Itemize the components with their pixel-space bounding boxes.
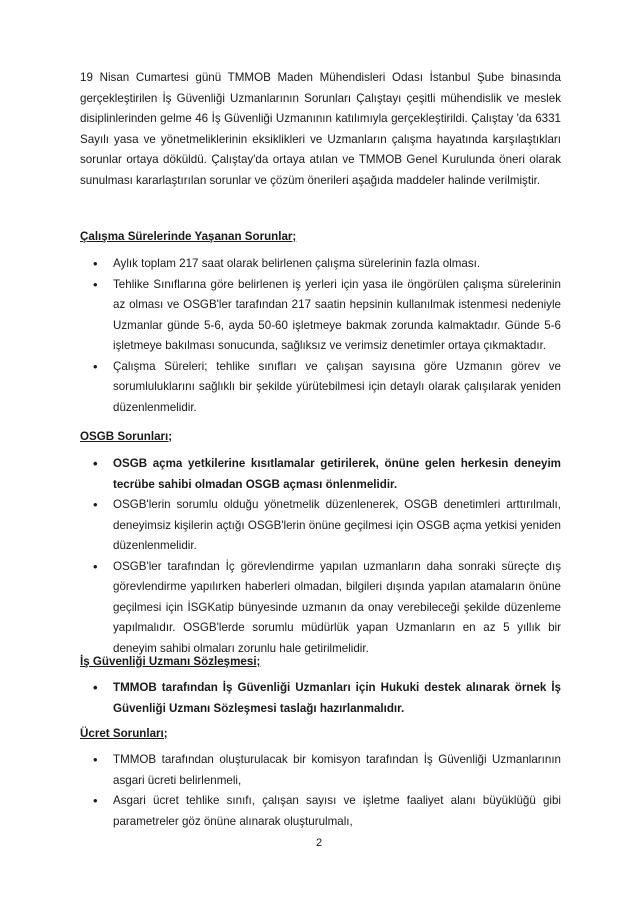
list-item: • OSGB'ler tarafından İç görevlendirme yapılan uzmanların daha sonraki süreçte dış görevlendirme yapılırken haberleri olmadan, bilgileri dışında yapılan atamaların önüne geçilmesi için İSGKatip bünyesinde uzmanın da onay verebileceği şekilde düzenleme yapılmalıdır. OSGB'lerde sorumlu müdürlük yapan Uzmanların en az 5 yıllık bir deneyim sahibi olmaları zorunlu hale getirilmelidir.	[80, 557, 561, 660]
list-calisma-sureleri	[80, 254, 561, 418]
list-osgb	[80, 454, 561, 659]
list-item: • Asgari ücret tehlike sınıfı, çalışan sayısı ve işletme faaliyet alanı büyüklüğü gibi parametreler göz önüne alınarak oluşturulmalı,	[80, 791, 561, 832]
section-heading-ucret: Ücret Sorunları;	[80, 727, 168, 740]
section-heading-sozlesme: İş Güvenliği Uzmanı Sözleşmesi;	[80, 655, 261, 668]
list-ucret	[80, 750, 561, 832]
list-item: • TMMOB tarafından İş Güvenliği Uzmanları için Hukuki destek alınarak örnek İş Güvenliği Uzmanı Sözleşmesi taslağı hazırlanmalıdır.	[80, 678, 561, 719]
list-item: • Çalışma Süreleri; tehlike sınıfları ve çalışan sayısına göre Uzmanın görev ve sorumluluklarını sağlıklı bir şekilde yürütebilmesi için detaylı olarak çalışılarak yeniden düzenlenmelidir.	[80, 357, 561, 419]
list-item: • OSGB'lerin sorumlu olduğu yönetmelik düzenlenerek, OSGB denetimleri arttırılmalı, deneyimsiz kişilerin açtığı OSGB'lerin önüne geçilmesi için OSGB açma yetkisi yeniden düzenlenmelidir.	[80, 495, 561, 557]
intro-paragraph: 19 Nisan Cumartesi günü TMMOB Maden Mühendisleri Odası İstanbul Şube binasında gerçekleştirilen İş Güvenliği Uzmanlarının Sorunları Çalıştayı çeşitli mühendislik ve meslek disiplinlerinden gelme 46 İş Güvenliği Uzmanının katılımıyla gerçekleştirildi. Çalıştay 'da 6331 Sayılı yasa ve yönetmeliklerinin eksiklikleri ve Uzmanların çalışma hayatında karşılaştıkları sorunlar ortaya döküldü. Çalıştay'da ortaya atılan ve TMMOB Genel Kurulunda öneri olarak sunulması kararlaştırılan sorunlar ve çözüm önerileri aşağıda maddeler halinde verilmiştir.	[80, 71, 561, 187]
section-heading-calisma-sureleri: Çalışma Sürelerinde Yaşanan Sorunlar;	[80, 230, 297, 243]
list-item: • Aylık toplam 217 saat olarak belirlenen çalışma sürelerinin fazla olması.	[80, 254, 561, 275]
list-item: • TMMOB tarafından oluşturulacak bir komisyon tarafından İş Güvenliği Uzmanlarının asgari ücreti belirlenmeli,	[80, 750, 561, 791]
section-heading-osgb: OSGB Sorunları;	[80, 430, 173, 443]
list-item: • Tehlike Sınıflarına göre belirlenen iş yerleri için yasa ile öngörülen çalışma sürelerinin az olması ve OSGB'ler tarafından 217 saatin hepsinin kullanılmak istenmesi nedeniyle Uzmanlar günde 5-6, ayda 50-60 işletmeye bakmak zorunda kalmaktadır. Günde 5-6 işletmeye bakılması sonucunda, sağlıksız ve verimsiz denetimler ortaya çıkmaktadır.	[80, 275, 561, 357]
list-sozlesme	[80, 678, 561, 719]
page-number: 2	[315, 837, 323, 849]
list-item: • OSGB açma yetkilerine kısıtlamalar getirilerek, önüne gelen herkesin deneyim tecrübe sahibi olmadan OSGB açması önlenmelidir.	[80, 454, 561, 495]
